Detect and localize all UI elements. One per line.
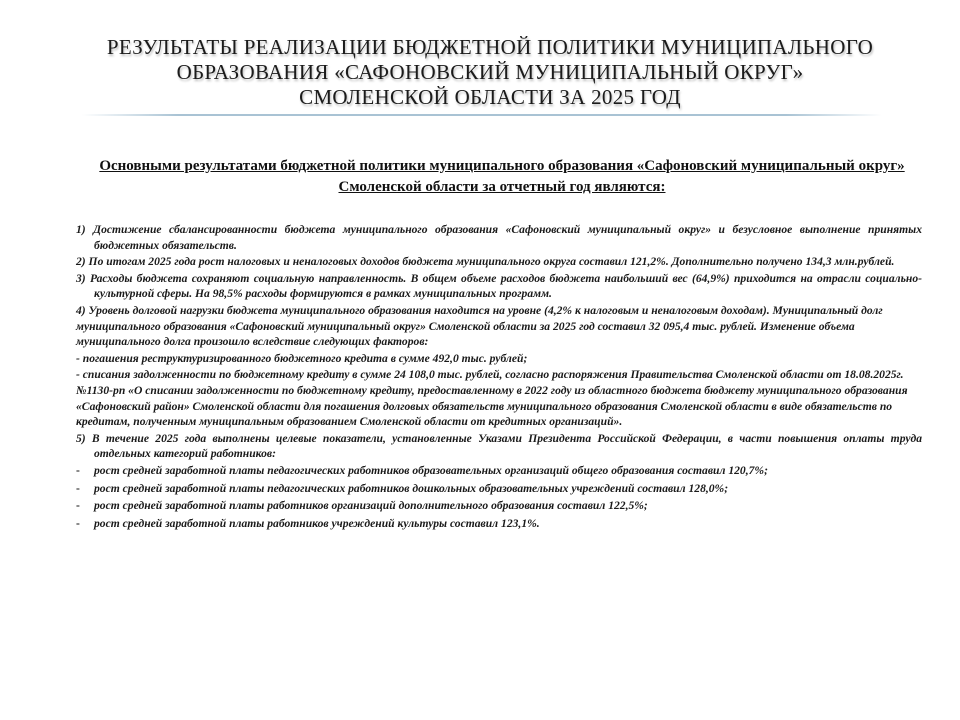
slide-title <box>60 35 920 110</box>
bullet-dash: - <box>76 499 80 513</box>
salary-bullet <box>76 498 922 514</box>
result-item-4: 4) Уровень долговой нагрузки бюджета муниципального образования находится на уровне (4,2% к налоговым и неналоговым доходам). Муниципальный долг муниципального образования «Сафоновский муниципальный округ» Смоленской области за 2025 год составил 32 095,4 тыс. рублей. Изменение объема муниципального долга произошло вследствие следующих факторов: <box>76 303 883 349</box>
salary-bullet <box>76 516 922 532</box>
result-item-1: 1) Достижение сбалансированности бюджета муниципального образования «Сафоновский муниципальный округ» и безусловное выполнение принятых бюджетных обязательств. <box>76 223 922 252</box>
bullet-text: рост средней заработной платы работников учреждений культуры составил 123,1%. <box>94 516 540 530</box>
salary-bullet <box>76 463 922 479</box>
bullet-text: рост средней заработной платы работников организаций дополнительного образования составил 122,5%; <box>94 499 648 513</box>
result-item-2: 2) По итогам 2025 года рост налоговых и неналоговых доходов бюджета муниципального округа составил 121,2%. Дополнительно получено 134,3 млн.рублей. <box>76 255 895 269</box>
bullet-dash: - <box>76 516 80 530</box>
result-item-5: 5) В течение 2025 года выполнены целевые показатели, установленные Указами Президента Российской Федерации, в части повышения оплаты труда отдельных категорий работников: <box>76 431 922 461</box>
debt-factor-1: - погашения реструктуризированного бюджетного кредита в сумме 492,0 тыс. рублей; <box>76 351 528 365</box>
bullet-dash: - <box>76 463 80 477</box>
title-line-3: СМОЛЕНСКОЙ ОБЛАСТИ ЗА 2025 ГОД <box>299 85 681 109</box>
title-line-1: РЕЗУЛЬТАТЫ РЕАЛИЗАЦИИ БЮДЖЕТНОЙ ПОЛИТИКИ МУНИЦИПАЛЬНОГО <box>106 35 874 59</box>
debt-factor-2: - списания задолженности по бюджетному кредиту в сумме 24 108,0 тыс. рублей, согласно распоряжения Правительства Смоленской области от 18.08.2025г. №1130-рп «О списании задолженности по бюджетному кредиту, предоставленному в 2022 году из областного бюджета бюджету муниципального образования «Сафоновский район» Смоленской области для погашения долговых обязательств муниципального образования Смоленской области в виде обязательств по кредитам, полученным муниципальным образованием Смоленской области от кредитных организаций». <box>76 368 908 429</box>
bullet-dash: - <box>76 481 80 495</box>
bullet-text: рост средней заработной платы педагогических работников образовательных организаций общего образования составил 120,7%; <box>94 463 768 477</box>
result-item-3: 3) Расходы бюджета сохраняют социальную направленность. В общем объеме расходов бюджета наибольший вес (64,9%) приходится на отрасли социально-культурной сферы. На 98,5% расходы формируются в рамках муниципальных программ. <box>76 271 922 301</box>
slide-subtitle: Основными результатами бюджетной политики муниципального образования «Сафоновский муниципальный округ» Смоленской области за отчетный год являются: <box>99 158 905 195</box>
bullet-text: рост средней заработной платы педагогических работников дошкольных образовательных учреждений составил 128,0%; <box>94 481 729 495</box>
title-line-2: ОБРАЗОВАНИЯ «САФОНОВСКИЙ МУНИЦИПАЛЬНЫЙ ОКРУГ» <box>176 60 804 84</box>
salary-bullet <box>76 481 922 497</box>
results-list <box>76 222 922 533</box>
title-divider <box>82 114 882 116</box>
